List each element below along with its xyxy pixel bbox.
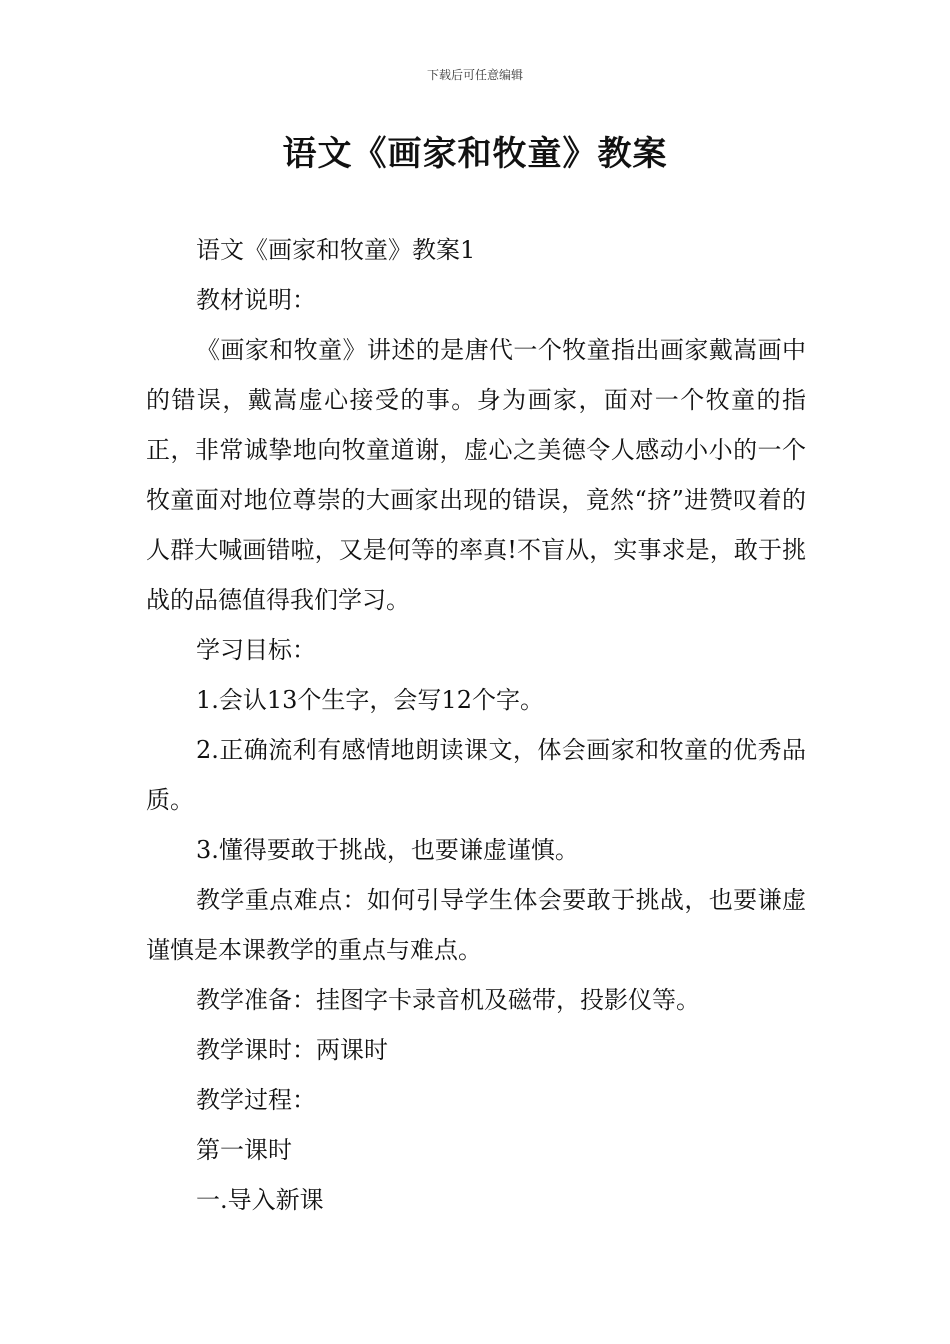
paragraph-process-label: 教学过程： [196,1086,316,1114]
header-note: 下载后可任意编辑 [426,68,523,82]
paragraph-material-text: 《画家和牧童》讲述的是唐代一个牧童指出画家戴嵩画中的错误，戴嵩虚心接受的事。身为画家，面对一个牧童的指正，非常诚挚地向牧童道谢，虚心之美德令人感动小小的一个牧童面对地位尊崇的大画家出现的错误，竟然“挤”进赞叹着的人群大喊画错啦，又是何等的率真!不盲从，实事求是，敢于挑战的品德值得我们学习。 [146,336,806,614]
paragraph-material-label: 教材说明： [196,286,316,314]
paragraph-first-lesson: 第一课时 [196,1136,292,1164]
paragraph-goal-3: 3.懂得要敢于挑战，也要谦虚谨慎。 [196,836,579,864]
paragraph-goals-label: 学习目标： [196,636,316,664]
document-body [146,225,806,1225]
paragraph-goal-1: 1.会认13个生字，会写12个字。 [196,686,544,714]
paragraph-class-hours: 教学课时：两课时 [196,1036,388,1064]
document-title: 语文《画家和牧童》教案 [282,134,668,174]
paragraph-key-points: 教学重点难点：如何引导学生体会要敢于挑战，也要谦虚谨慎是本课教学的重点与难点。 [146,886,806,964]
paragraph-heading: 语文《画家和牧童》教案1 [196,236,476,264]
paragraph-preparation: 教学准备：挂图字卡录音机及磁带，投影仪等。 [196,986,700,1014]
paragraph-goal-2: 2.正确流利有感情地朗读课文，体会画家和牧童的优秀品质。 [146,736,806,814]
paragraph-intro-section: 一.导入新课 [196,1186,324,1214]
